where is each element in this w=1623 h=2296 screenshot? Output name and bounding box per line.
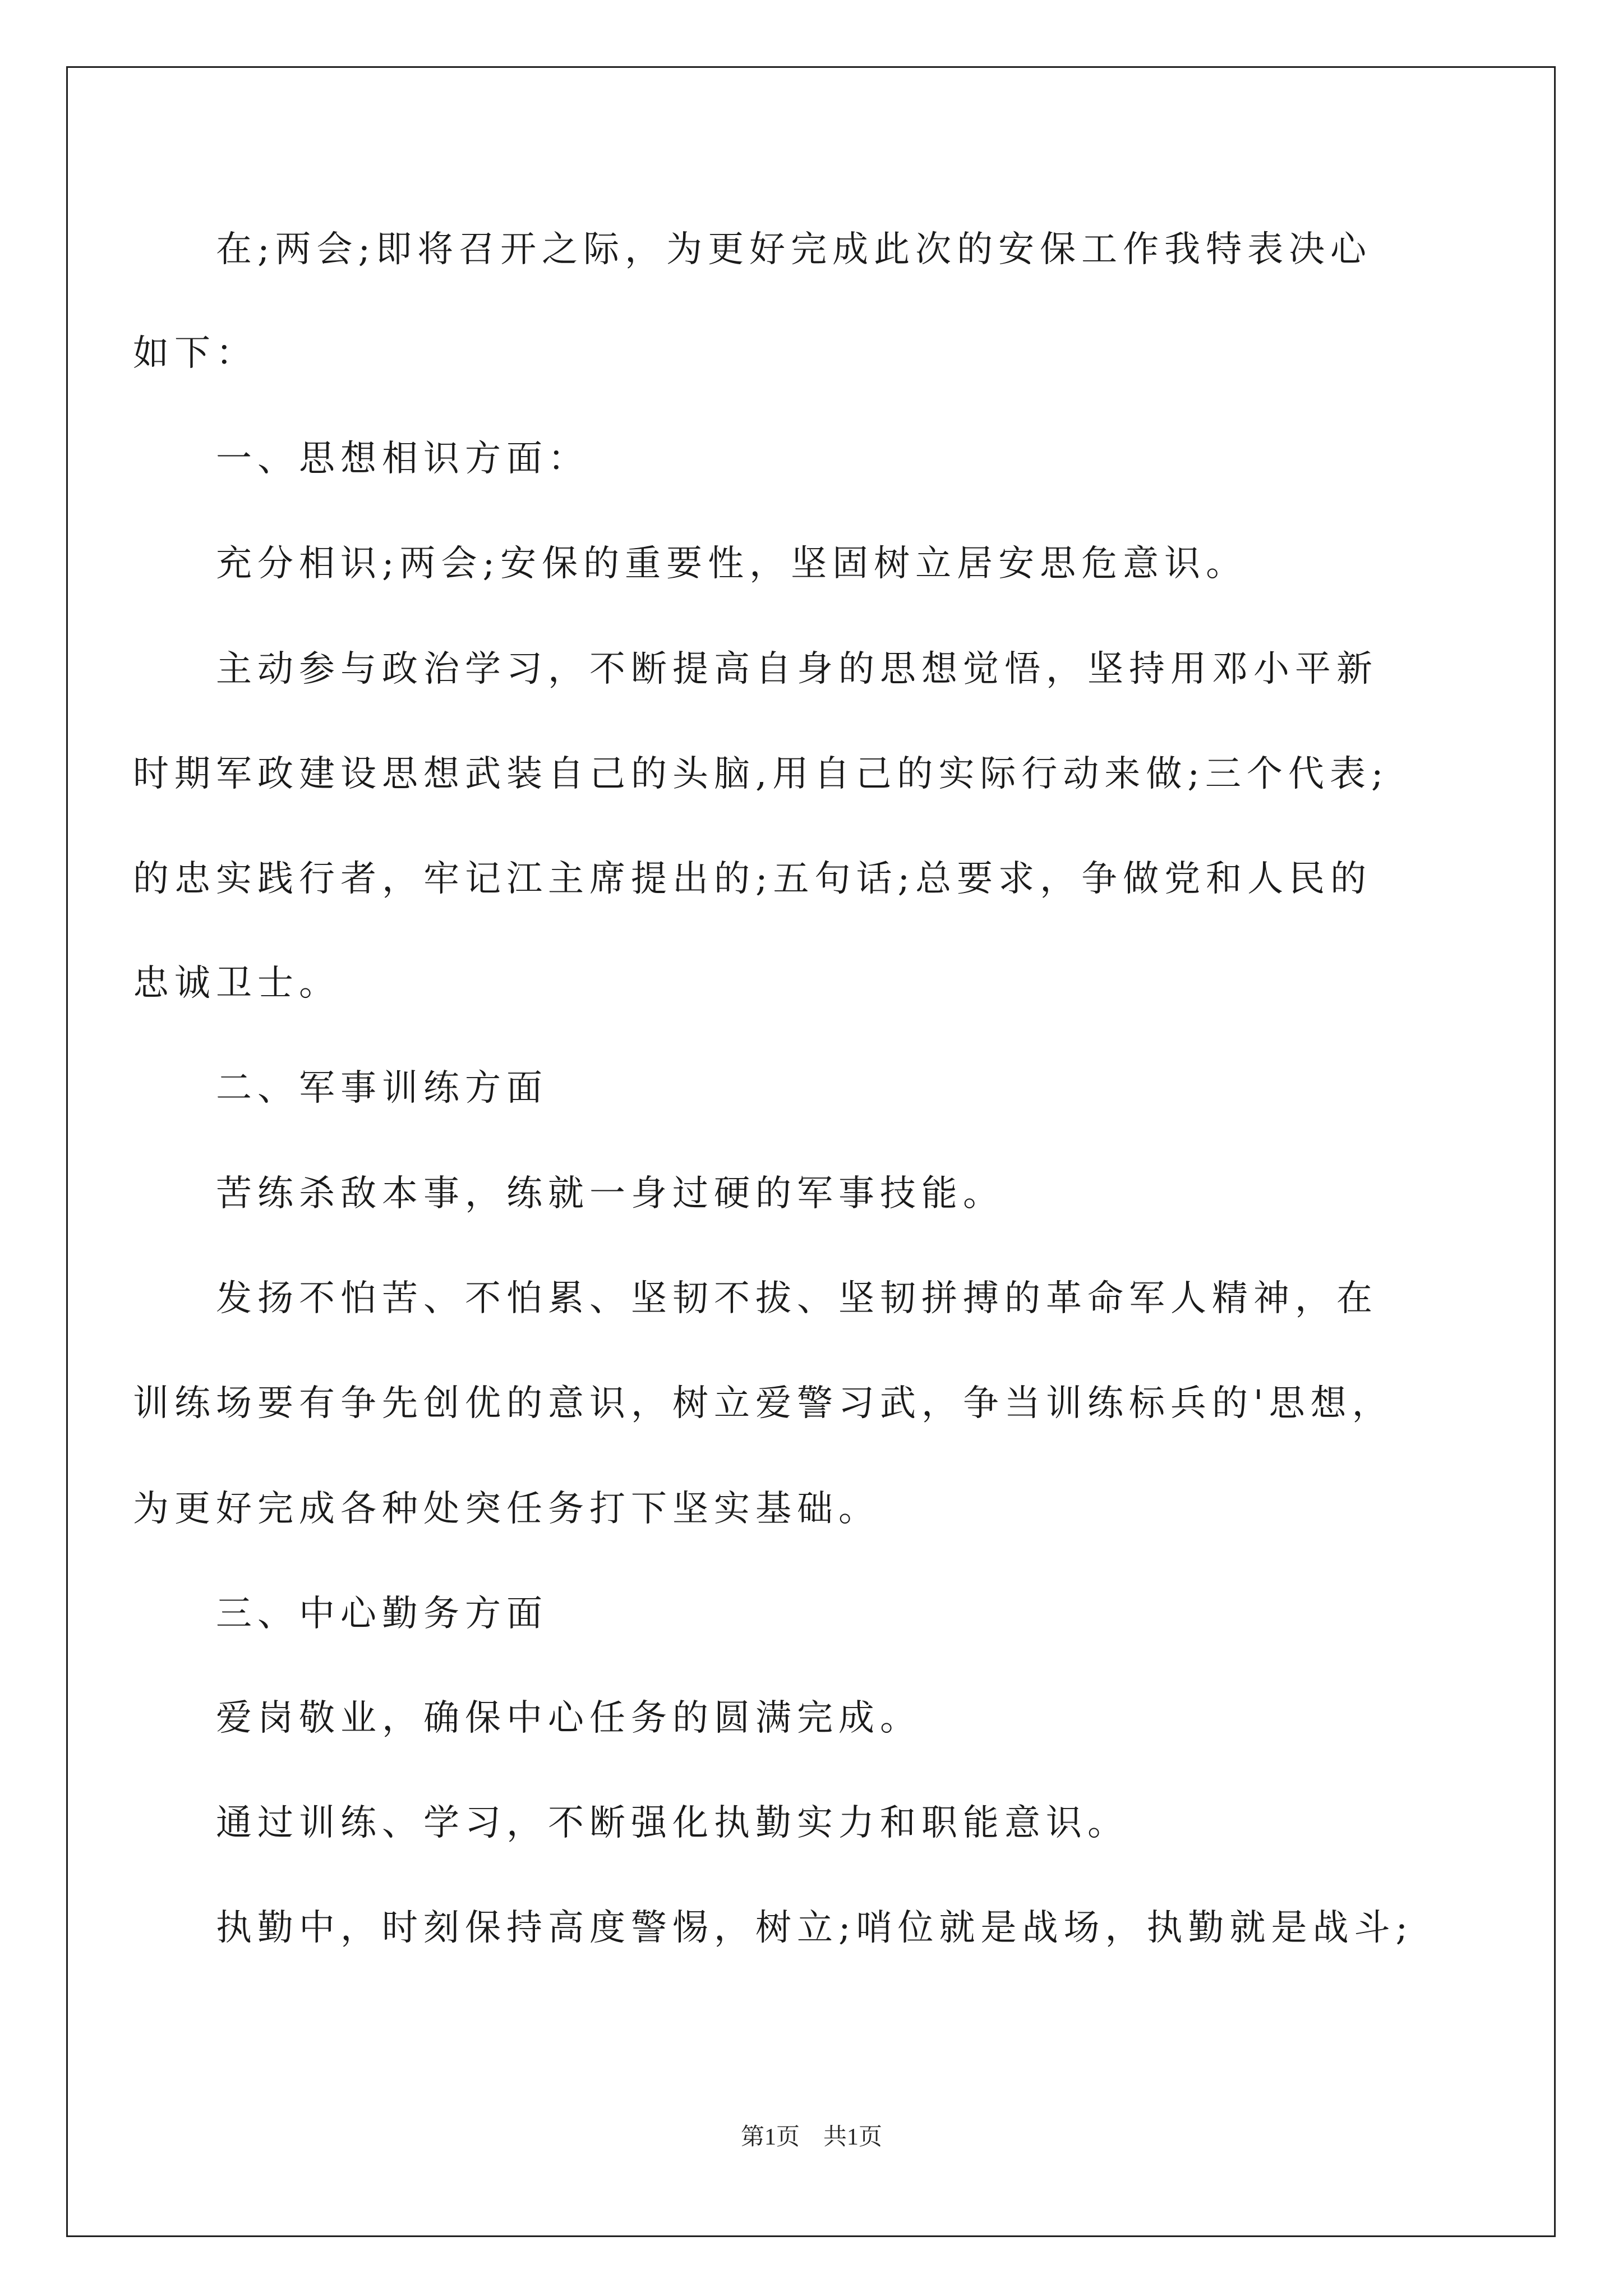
paragraph-line: 充分相识;两会;安保的重要性，坚固树立居安思危意识。 [216, 543, 1248, 585]
section-heading: 二、军事训练方面 [216, 1068, 548, 1109]
paragraph-line: 忠诚卫士。 [133, 963, 340, 1004]
section-heading: 一、思想相识方面： [216, 438, 589, 480]
paragraph-line: 苦练杀敌本事，练就一身过硬的军事技能。 [216, 1173, 1004, 1214]
paragraph-line: 在;两会;即将召开之际，为更好完成此次的安保工作我特表决心 [216, 229, 1372, 270]
paragraph-line: 为更好完成各种处突任务打下坚实基础。 [133, 1488, 880, 1530]
paragraph-line: 发扬不怕苦、不怕累、坚韧不拔、坚韧拼搏的革命军人精神，在 [216, 1278, 1378, 1319]
paragraph-line: 通过训练、学习，不断强化执勤实力和职能意识。 [216, 1802, 1129, 1844]
section-heading: 三、中心勤务方面 [216, 1593, 548, 1635]
paragraph-line: 如下： [133, 333, 257, 374]
paragraph-line: 执勤中，时刻保持高度警惕，树立;哨位就是战场，执勤就是战斗; [216, 1907, 1414, 1949]
page-number-footer: 第1页 共1页 [740, 2124, 882, 2150]
paragraph-line: 时期军政建设思想武装自己的头脑,用自己的实际行动来做;三个代表; [133, 753, 1389, 795]
paragraph-line: 训练场要有争先创优的意识，树立爱警习武，争当训练标兵的'思想， [133, 1383, 1394, 1424]
paragraph-line: 主动参与政治学习，不断提高自身的思想觉悟，坚持用邓小平新 [216, 648, 1378, 690]
paragraph-line: 爱岗敬业，确保中心任务的圆满完成。 [216, 1697, 921, 1739]
paragraph-line: 的忠实践行者，牢记江主席提出的;五句话;总要求，争做党和人民的 [133, 858, 1372, 900]
